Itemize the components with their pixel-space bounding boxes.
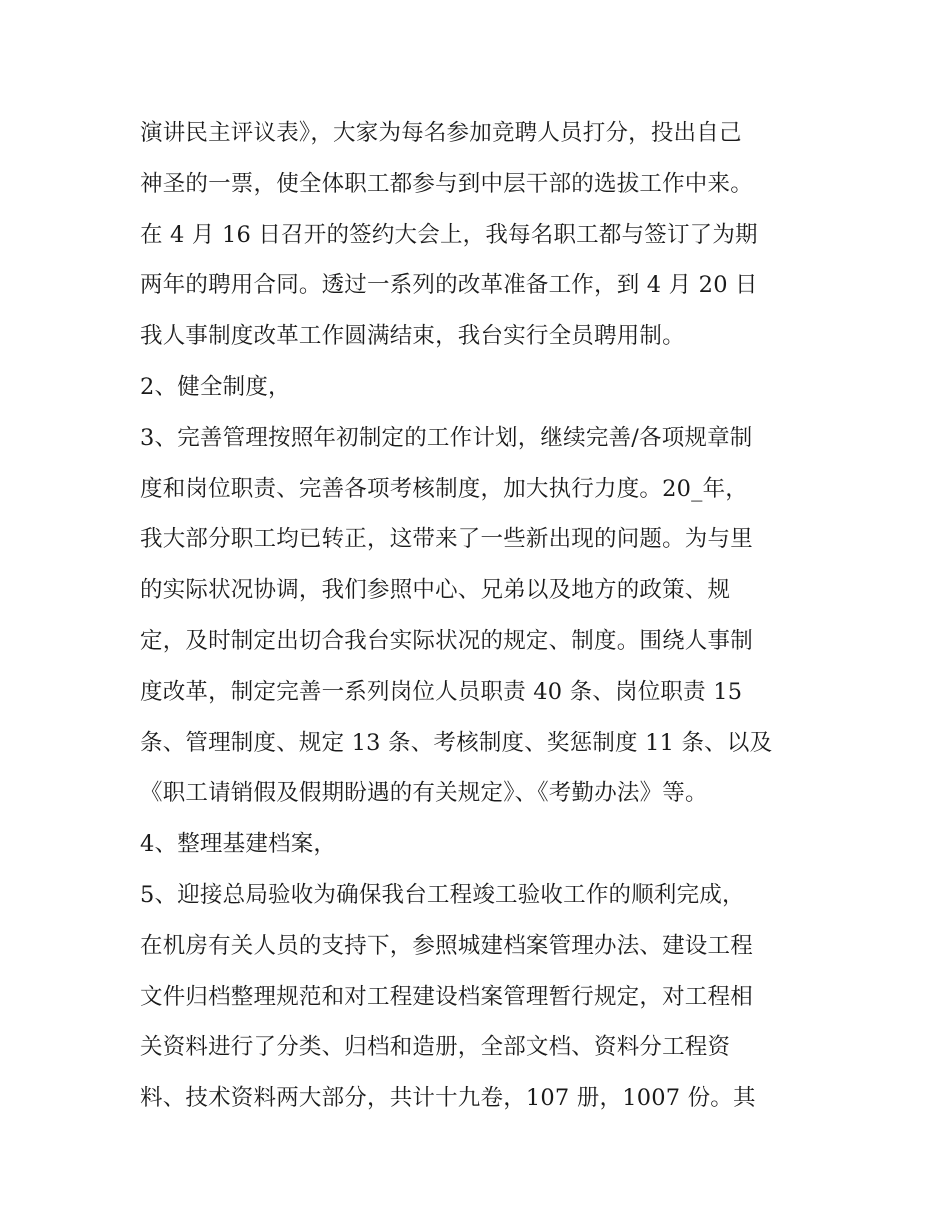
section-heading: 4、整理基建档案， <box>140 831 337 858</box>
document-body <box>140 108 820 1124</box>
text-line: 我人事制度改革工作圆满结束，我台实行全员聘用制。 <box>140 323 685 350</box>
text-line: 5、迎接总局验收为确保我台工程竣工验收工作的顺利完成， <box>140 881 745 908</box>
text-line: 在机房有关人员的支持下，参照城建档案管理办法、建设工程 <box>140 932 753 959</box>
text-line: 的实际状况协调，我们参照中心、兄弟以及地方的政策、规 <box>140 577 731 604</box>
text-line: 文件归档整理规范和对工程建设档案管理暂行规定，对工程相 <box>140 983 753 1010</box>
text-line: 在 4 月 16 日召开的签约大会上，我每名职工都与签订了为期 <box>140 221 758 248</box>
text-line: 料、技术资料两大部分，共计十九卷，107 册，1007 份。其 <box>140 1085 756 1112</box>
text-line: 神圣的一票，使全体职工都参与到中层干部的选拔工作中来。 <box>140 170 753 197</box>
text-line: 度改革，制定完善一系列岗位人员职责 40 条、岗位职责 15 <box>140 678 743 705</box>
text-line: 度和岗位职责、完善各项考核制度，加大执行力度。20_年， <box>140 475 748 502</box>
text-line: 3、完善管理按照年初制定的工作计划，继续完善/各项规章制 <box>140 424 753 451</box>
text-line: 我大部分职工均已转正，这带来了一些新出现的问题。为与里 <box>140 526 753 553</box>
text-line: 两年的聘用合同。透过一系列的改革准备工作，到 4 月 20 日 <box>140 272 758 299</box>
text-line: 定，及时制定出切合我台实际状况的规定、制度。围绕人事制 <box>140 627 753 654</box>
text-line: 《职工请销假及假期盼遇的有关规定》、《考勤办法》等。 <box>140 780 708 807</box>
text-line: 关资料进行了分类、归档和造册，全部文档、资料分工程资 <box>140 1034 731 1061</box>
text-line: 演讲民主评议表》，大家为每名参加竞聘人员打分，投出自己 <box>140 120 742 146</box>
section-heading: 2、健全制度， <box>140 373 291 400</box>
text-line: 条、管理制度、规定 13 条、考核制度、奖惩制度 11 条、以及 <box>140 729 773 756</box>
